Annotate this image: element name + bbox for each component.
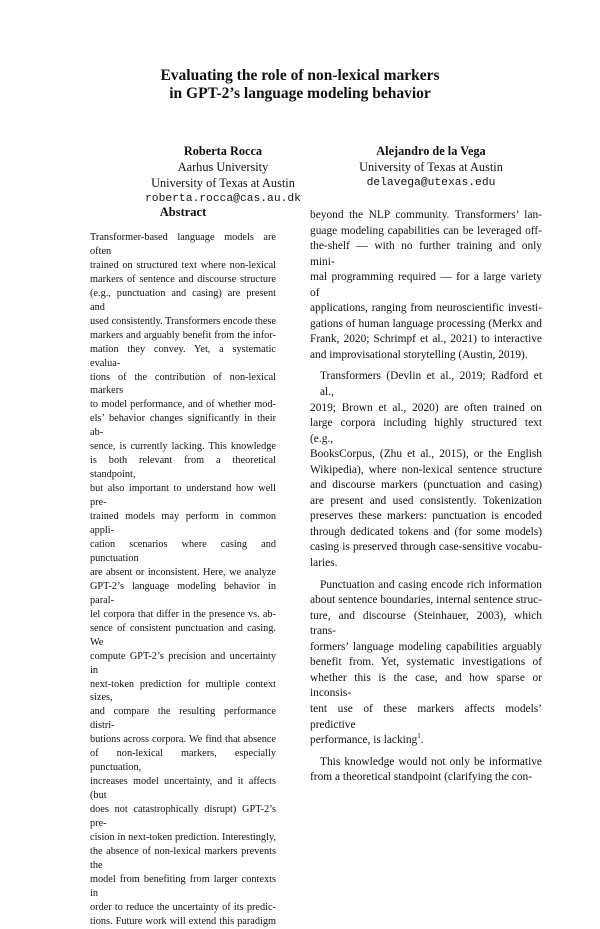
abstract-line: model from benefiting from larger contexts in	[90, 873, 276, 899]
abstract-line: (e.g., punctuation and casing) are present and	[90, 287, 276, 313]
abstract-line: increases model uncertainty, and it affects (but	[90, 776, 276, 802]
body-line: are present and used consistently. Tokenization	[310, 494, 542, 507]
body-line: gations of human language processing (Merkx and	[310, 317, 542, 330]
author-affiliation: University of Texas at Austin	[151, 176, 295, 190]
author-email[interactable]: roberta.rocca@cas.au.dk	[145, 193, 301, 205]
abstract-line: the absence of non-lexical markers prevents the	[90, 845, 276, 871]
abstract-line: sence of consistent punctuation and casing. We	[90, 622, 276, 648]
title-line-2: in GPT-2’s language modeling behavior	[169, 85, 431, 102]
author-name: Alejandro de la Vega	[376, 144, 486, 158]
body-line: laries.	[310, 557, 338, 570]
abstract-line: tions. Future work will extend this paradigm	[90, 915, 276, 927]
body-line: tent use of these markers affects models’ predictive	[310, 702, 542, 731]
body-line: large corpora including highly structured text (e.g.,	[310, 417, 542, 445]
body-paragraph	[310, 578, 542, 749]
body-line: beyond the NLP community. Transformers’ lan-	[310, 209, 542, 221]
body-line: BooksCorpus, (Zhu et al., 2015), or the English	[310, 448, 542, 461]
abstract-line: does not catastrophically disrupt) GPT-2’s pre-	[90, 804, 276, 830]
author-affiliation: Aarhus University	[177, 160, 269, 174]
abstract-line: Transformer-based language models are often	[90, 232, 276, 257]
abstract-text	[90, 231, 276, 929]
abstract-line: compute GPT-2’s precision and uncertainty in	[90, 650, 276, 676]
abstract-line: els’ behavior changes significantly in their ab-	[90, 413, 276, 439]
abstract-line: and compare the resulting performance distri-	[90, 706, 276, 732]
abstract-line: tions of the contribution of non-lexical markers	[90, 371, 276, 397]
body-line: This knowledge would not only be informative	[320, 755, 542, 768]
body-line: Frank, 2020; Schrimpf et al., 2021) to interactive	[310, 333, 542, 346]
abstract-line: mation they convey. Yet, a systematic evalua-	[90, 343, 276, 369]
abstract-line: but also important to understand how well pre-	[90, 483, 276, 509]
body-line: from a theoretical standpoint (clarifying the con-	[310, 771, 533, 784]
abstract-line: to model performance, and of whether mod-	[90, 399, 276, 411]
body-line: and improvisational storytelling (Austin, 2019).	[310, 348, 528, 361]
abstract-heading: Abstract	[159, 205, 207, 219]
body-line: ture, and discourse (Steinhauer, 2003), which trans-	[310, 609, 542, 638]
abstract-line: butions across corpora. We find that absence	[90, 734, 276, 746]
abstract-line: used consistently. Transformers encode these	[90, 315, 276, 327]
body-paragraph	[310, 208, 542, 363]
abstract-line: trained models may perform in common appli-	[90, 511, 276, 537]
author-name: Roberta Rocca	[183, 144, 263, 158]
body-line: formers’ language modeling capabilities arguably	[310, 640, 542, 653]
body-line: Wikipedia), where non-lexical sentence structure	[310, 463, 542, 476]
paper-title	[0, 67, 600, 103]
abstract-line: markers of sentence and discourse structure	[90, 273, 276, 285]
abstract-line: of non-lexical markers, especially punctuation,	[90, 748, 276, 774]
author-email[interactable]: delavega@utexas.edu	[366, 177, 496, 189]
abstract-line: order to reduce the uncertainty of its predic-	[90, 901, 276, 913]
author-affiliation: University of Texas at Austin	[359, 160, 503, 174]
body-column	[310, 208, 542, 786]
body-line: benefit from. Yet, systematic investigations of	[310, 656, 542, 669]
title-line-1: Evaluating the role of non-lexical markers	[160, 67, 440, 84]
abstract-line: next-token prediction for multiple context sizes,	[90, 678, 276, 704]
body-line: guage modeling capabilities can be leveraged off-	[310, 224, 542, 237]
abstract-line: markers and arguably benefit from the infor-	[90, 329, 276, 341]
body-line: the-shelf — with no further training and only mini-	[310, 240, 542, 268]
abstract-line: trained on structured text where non-lexical	[90, 259, 276, 271]
abstract-line: are absent or inconsistent. Here, we analyze	[90, 566, 276, 578]
body-line: 2019; Brown et al., 2020) are often trained on	[310, 401, 542, 414]
abstract-line: lel corpora that differ in the presence vs. ab-	[90, 608, 276, 620]
author-block-1	[100, 143, 346, 207]
abstract-line: cision in next-token prediction. Interestingly,	[90, 831, 276, 843]
body-line: Transformers (Devlin et al., 2019; Radford et al.,	[320, 370, 542, 399]
body-line: and discourse markers (punctuation and casing)	[310, 479, 542, 492]
body-line: about sentence boundaries, internal sentence struc-	[310, 594, 542, 607]
body-line: casing is preserved through case-sensitive vocabu-	[310, 541, 542, 554]
body-line: applications, ranging from neuroscientific investi-	[310, 302, 542, 315]
abstract-line: is both relevant from a theoretical standpoint,	[90, 455, 276, 481]
abstract-line: sence, is currently lacking. This knowledge	[90, 441, 276, 453]
body-line: whether this is the case, and how sparse or inconsis-	[310, 671, 542, 700]
body-line: through dedicated tokens and (for some models)	[310, 525, 542, 538]
author-block-2	[316, 143, 546, 191]
body-line: performance, is lacking$^1$.	[310, 732, 424, 747]
abstract-line: cation scenarios where casing and punctuation	[90, 538, 276, 564]
body-line: mal programming required — for a large variety of	[310, 271, 542, 299]
body-paragraph	[310, 369, 542, 571]
footnote-mark[interactable]: 1	[417, 732, 421, 741]
body-line: Punctuation and casing encode rich information	[320, 578, 542, 591]
abstract-line: GPT-2’s language modeling behavior in paral-	[90, 580, 276, 606]
body-line: preserves these markers: punctuation is encoded	[310, 510, 542, 523]
body-paragraph	[310, 755, 542, 786]
